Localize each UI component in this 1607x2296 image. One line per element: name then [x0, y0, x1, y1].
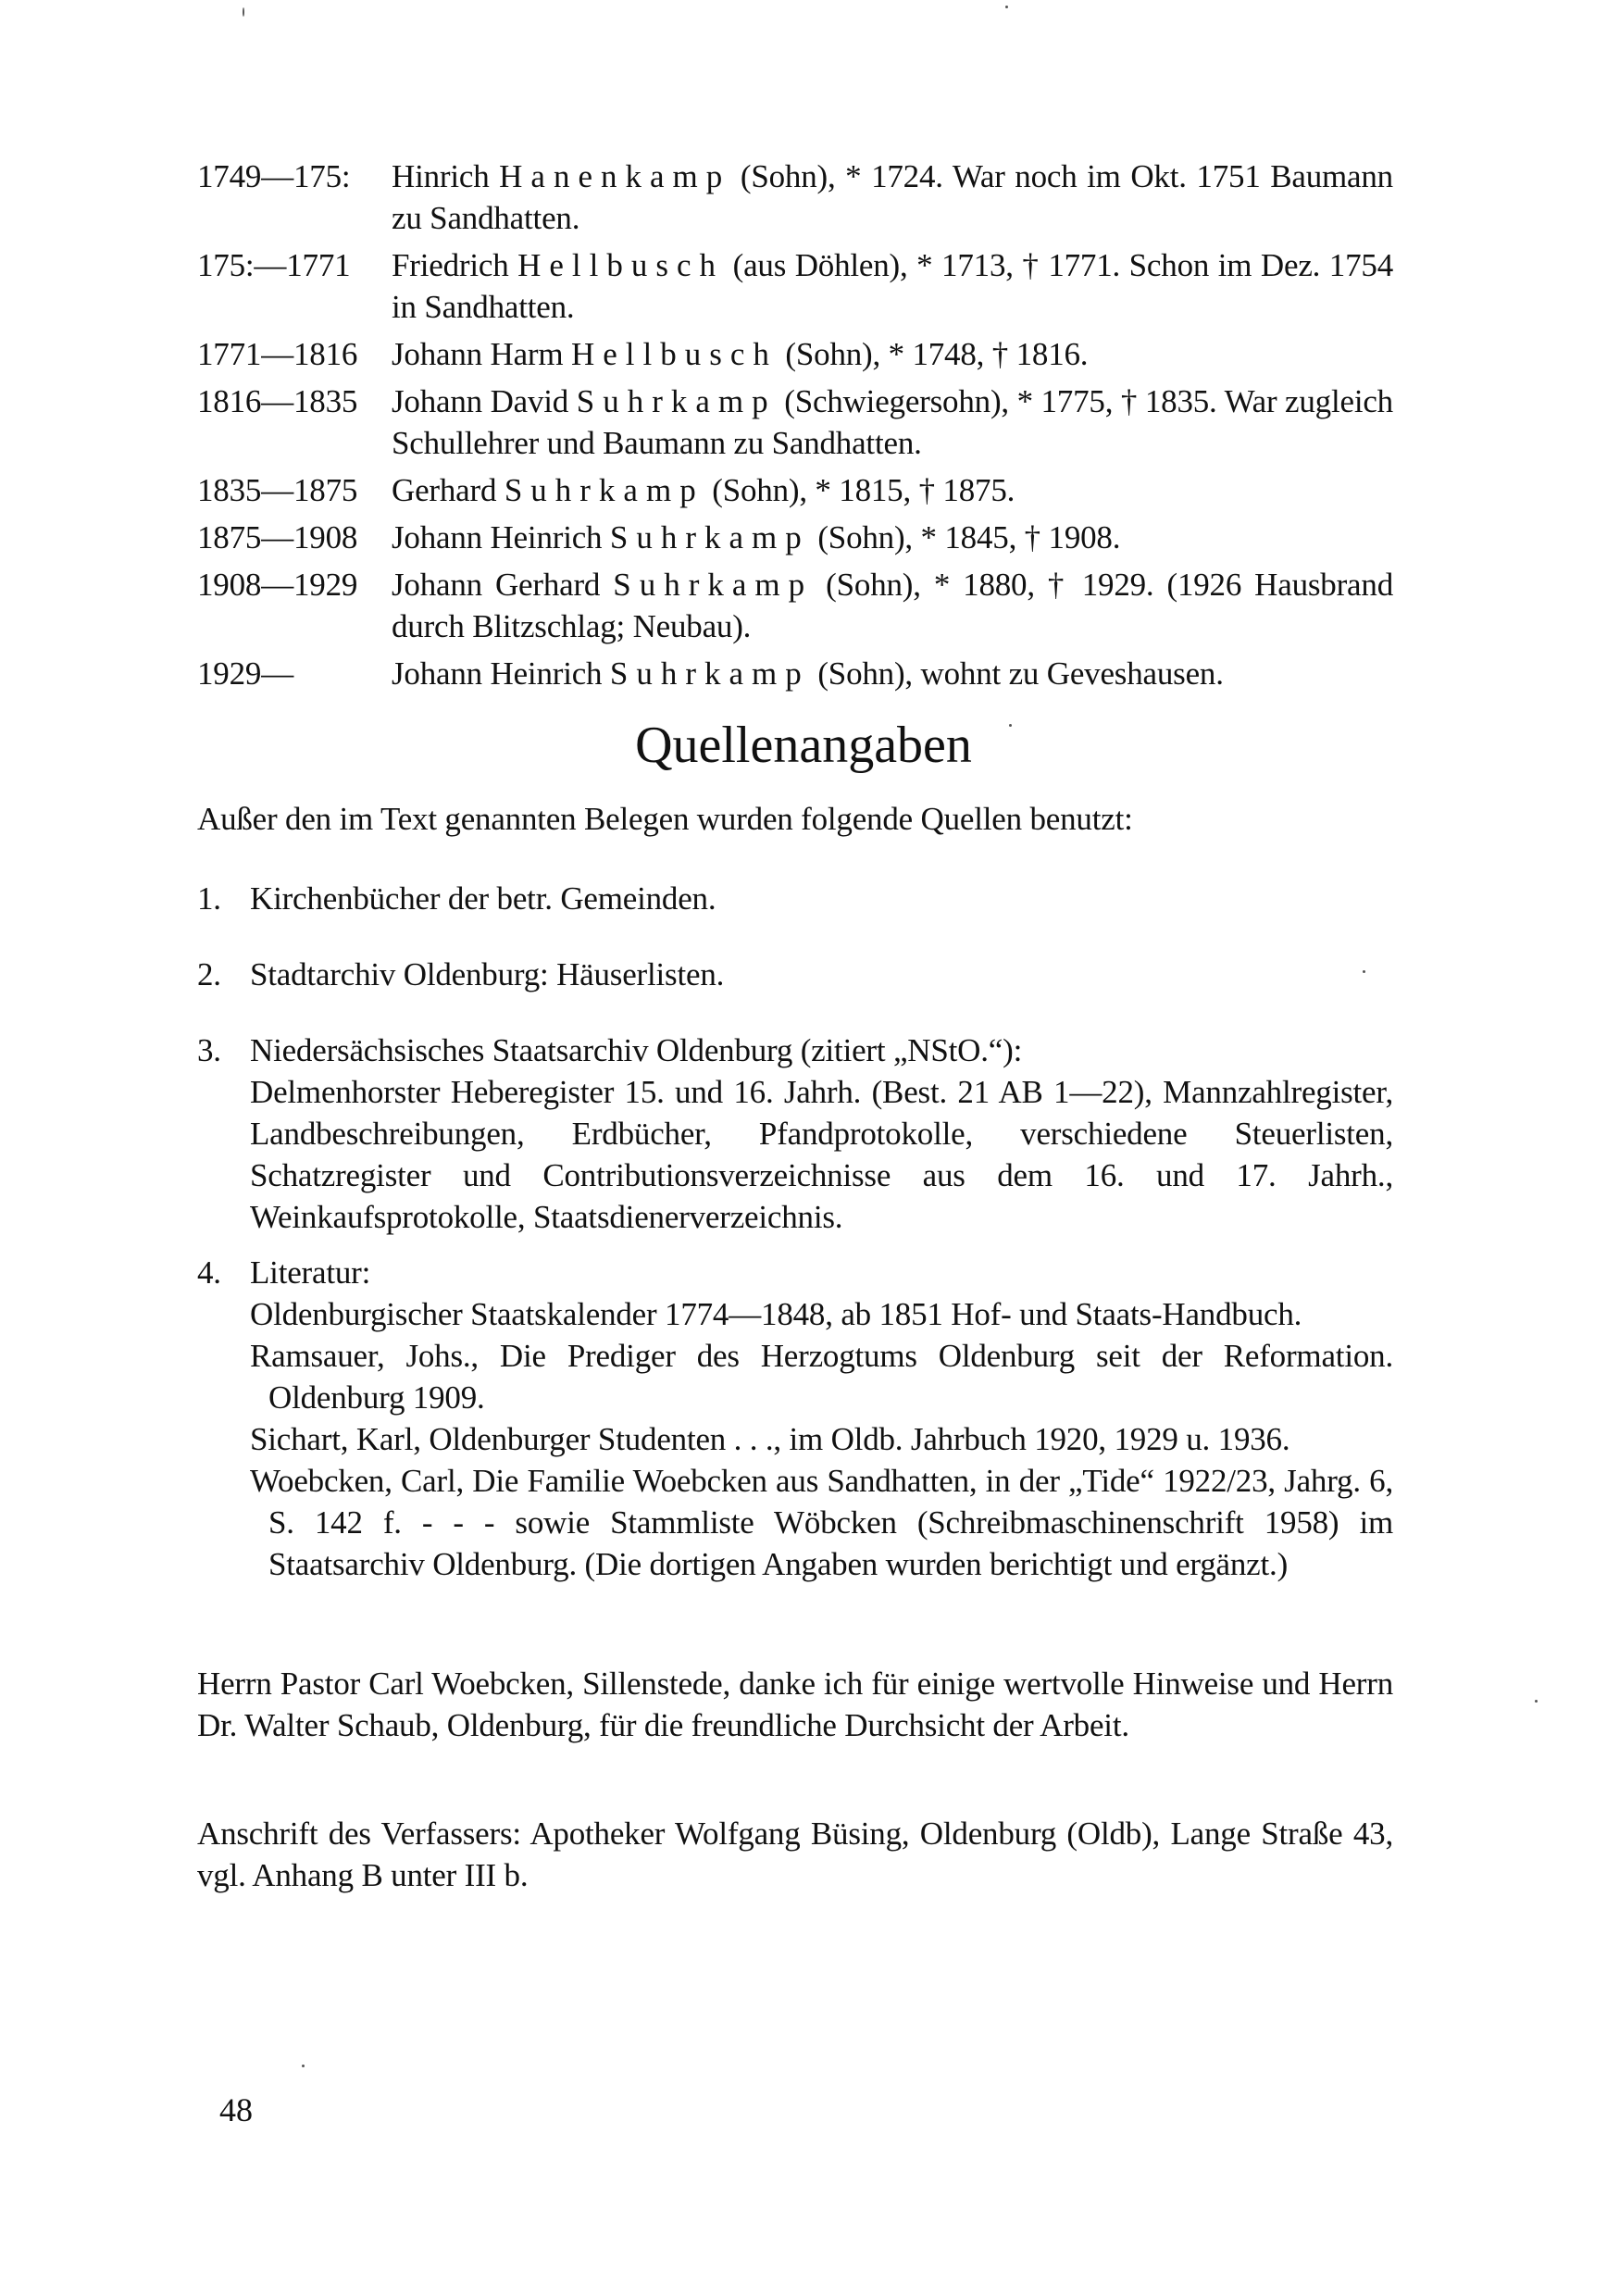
literature-entry: Oldenburgischer Staatskalender 1774—1848, ab 1851 Hof- und Staats-Handbuch.: [250, 1296, 1302, 1332]
sources-intro: Außer den im Text genannten Belegen wurden folgende Quellen benutzt:: [197, 801, 1133, 837]
chronology-row: [197, 333, 1393, 375]
chronology-description: Hinrich Hanenkamp (Sohn), * 1724. War noch im Okt. 1751 Baumann zu Sandhatten.: [392, 158, 1393, 236]
chronology-years: 1816—1835: [197, 383, 358, 419]
chronology-description: Johann Heinrich Suhrkamp (Sohn), wohnt zu Geveshausen.: [392, 655, 1224, 692]
family-name: Suhrkamp: [613, 567, 814, 603]
chronology-description: Johann David Suhrkamp (Schwiegersohn), * 1775, † 1835. War zugleich Schullehrer und Baumann zu Sandhatten.: [392, 383, 1393, 461]
family-name: Hanenkamp: [499, 158, 731, 194]
chronology-description: Johann Heinrich Suhrkamp (Sohn), * 1845, † 1908.: [392, 519, 1121, 555]
source-item: [197, 1029, 1393, 1238]
page-number: 48: [219, 2091, 253, 2128]
chronology-years: 1929—: [197, 655, 294, 692]
source-number: 4.: [197, 1254, 221, 1291]
chronology-description: Johann Harm Hellbusch (Sohn), * 1748, † 1816.: [392, 336, 1089, 372]
chronology-list: [197, 156, 1393, 700]
source-title: Kirchenbücher der betr. Gemeinden.: [250, 880, 716, 917]
source-title: Niedersächsisches Staatsarchiv Oldenburg (zitiert „NStO.“):: [250, 1032, 1023, 1068]
source-title: Literatur:: [250, 1254, 371, 1291]
chronology-row: [197, 653, 1393, 694]
scan-mark: [302, 2065, 305, 2067]
chronology-years: 1908—1929: [197, 567, 358, 603]
chronology-row: [197, 244, 1393, 328]
literature-entry: Sichart, Karl, Oldenburger Studenten . . ., im Oldb. Jahrbuch 1920, 1929 u. 1936.: [250, 1421, 1290, 1457]
family-name: Hellbusch: [517, 247, 725, 283]
acknowledgement-paragraph: Herrn Pastor Carl Woebcken, Sillenstede, danke ich für einige wertvolle Hinweise und Herrn Dr. Walter Schaub, Oldenburg, für die freundliche Durchsicht der Arbeit.: [197, 1666, 1393, 1743]
family-name: Suhrkamp: [609, 519, 810, 555]
chronology-years: 1771—1816: [197, 336, 358, 372]
chronology-row: [197, 381, 1393, 464]
chronology-row: [197, 156, 1393, 239]
family-name: Suhrkamp: [504, 472, 704, 508]
source-item: [197, 954, 1393, 995]
source-item: [197, 1252, 1393, 1585]
scan-mark: [243, 7, 244, 17]
chronology-years: 175:—1771: [197, 247, 351, 283]
scan-mark: [1535, 1700, 1538, 1703]
chronology-description: Friedrich Hellbusch (aus Döhlen), * 1713, † 1771. Schon im Dez. 1754 in Sandhatten.: [392, 247, 1393, 325]
chronology-years: 1835—1875: [197, 472, 358, 508]
chronology-row: [197, 564, 1393, 647]
source-number: 2.: [197, 956, 221, 992]
chronology-years: 1875—1908: [197, 519, 358, 555]
family-name: Suhrkamp: [576, 383, 777, 419]
scan-mark: [1005, 6, 1008, 8]
chronology-description: Johann Gerhard Suhrkamp (Sohn), * 1880, † 1929. (1926 Hausbrand durch Blitzschlag; Neubau).: [392, 567, 1393, 644]
source-title: Stadtarchiv Oldenburg: Häuserlisten.: [250, 956, 725, 992]
source-detail: Delmenhorster Heberegister 15. und 16. Jahrh. (Best. 21 AB 1—22), Mannzahlregister, Landbeschreibungen, Erdbücher, Pfandprotokolle, verschiedene Steuerlisten, Schatzregister und Contributionsverzeichnisse aus dem 16. und 17. Jahrh., Weinkaufsprotokolle, Staatsdienerverzeichnis.: [250, 1074, 1393, 1235]
family-name: Hellbusch: [570, 336, 778, 372]
chronology-row: [197, 469, 1393, 511]
chronology-description: Gerhard Suhrkamp (Sohn), * 1815, † 1875.: [392, 472, 1015, 508]
family-name: Suhrkamp: [609, 655, 810, 692]
section-heading: Quellenangaben: [635, 717, 972, 774]
source-number: 3.: [197, 1032, 221, 1068]
source-number: 1.: [197, 880, 221, 917]
chronology-row: [197, 517, 1393, 558]
chronology-years: 1749—175:: [197, 158, 351, 194]
author-address: Anschrift des Verfassers: Apotheker Wolfgang Büsing, Oldenburg (Oldb), Lange Straße 43, vgl. Anhang B unter III b.: [197, 1816, 1393, 1893]
source-item: [197, 878, 1393, 919]
literature-entry: Ramsauer, Johs., Die Prediger des Herzogtums Oldenburg seit der Reformation. Oldenburg 1909.: [250, 1338, 1393, 1416]
literature-entry: Woebcken, Carl, Die Familie Woebcken aus Sandhatten, in der „Tide“ 1922/23, Jahrg. 6, S. 142 f. - - - sowie Stammliste Wöbcken (Schreibmaschinenschrift 1958) im Staatsarchiv Oldenburg. (Die dortigen Angaben wurden berichtigt und ergänzt.): [250, 1463, 1393, 1582]
